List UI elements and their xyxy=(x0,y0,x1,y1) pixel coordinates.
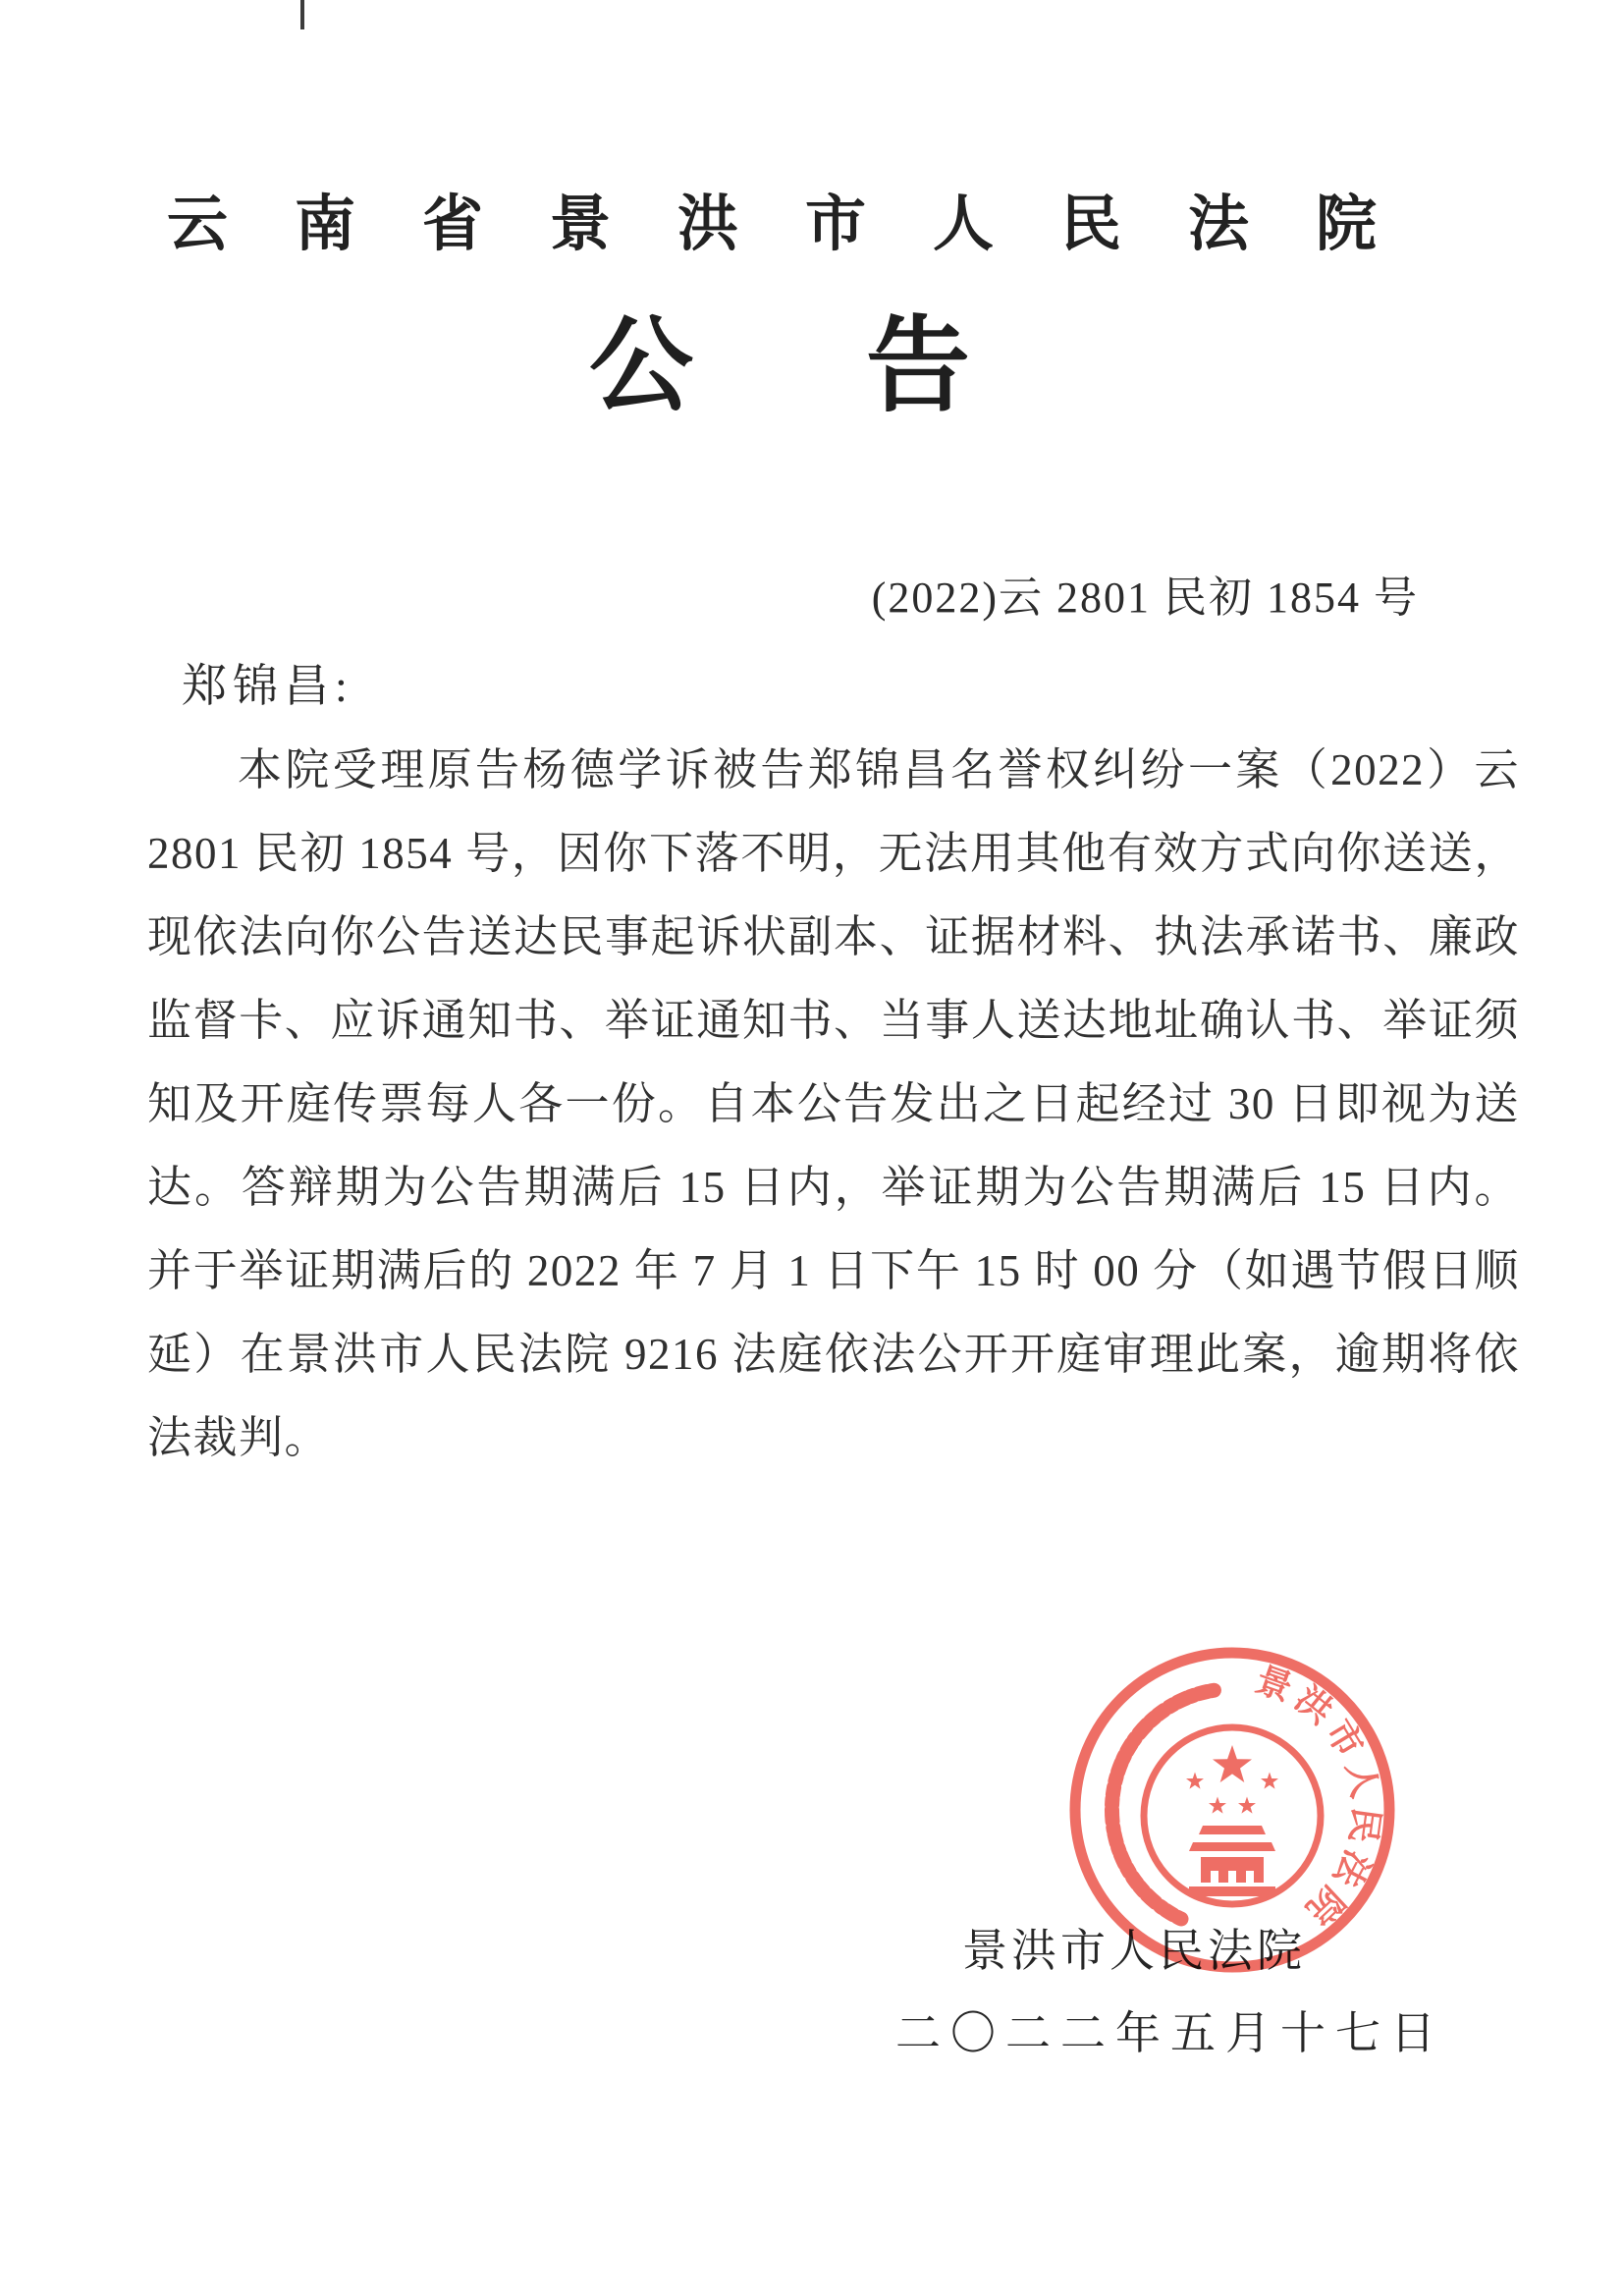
case-number: (2022)云 2801 民初 1854 号 xyxy=(871,574,1419,622)
court-title: 云南省景洪市人民法院 xyxy=(167,191,1444,258)
document-title: 公告 xyxy=(589,309,1143,424)
scan-artifact-mark xyxy=(300,0,304,29)
seal-emblem-gate-icon xyxy=(1189,1826,1275,1896)
seal-dai-script-arc-icon xyxy=(1111,1690,1216,1919)
addressee-name: 郑锦昌: xyxy=(182,661,353,711)
document-date: 二〇二二年五月十七日 xyxy=(895,2008,1445,2058)
seal-emblem-stars-icon xyxy=(1186,1745,1278,1814)
court-signature: 景洪市人民法院 xyxy=(962,1926,1306,1976)
seal-arc-text: 景洪市人民法院 xyxy=(1250,1660,1386,1936)
announcement-body: 本院受理原告杨德学诉被告郑锦昌名誉权纠纷一案（2022）云 2801 民初 1854 号，因你下落不明，无法用其他有效方式向你送送，现依法向你公告送达民事起诉状副本、证据材料、执法承诺书、廉政监督卡、应诉通知书、举证通知书、当事人送达地址确认书、举证须知及开庭传票每人各一份。自本公告发出之日起经过 30 日即视为送达。答辩期为公告期满后 15 日内，举证期为公告期满后 15 日内。并于举证期满后的 2022 年 7 月 1 日下午 15 时 00 分（如遇节假日顺延）在景洪市人民法院 9216 法庭依法公开开庭审理此案，逾期将依法裁判。 xyxy=(147,745,1520,1462)
